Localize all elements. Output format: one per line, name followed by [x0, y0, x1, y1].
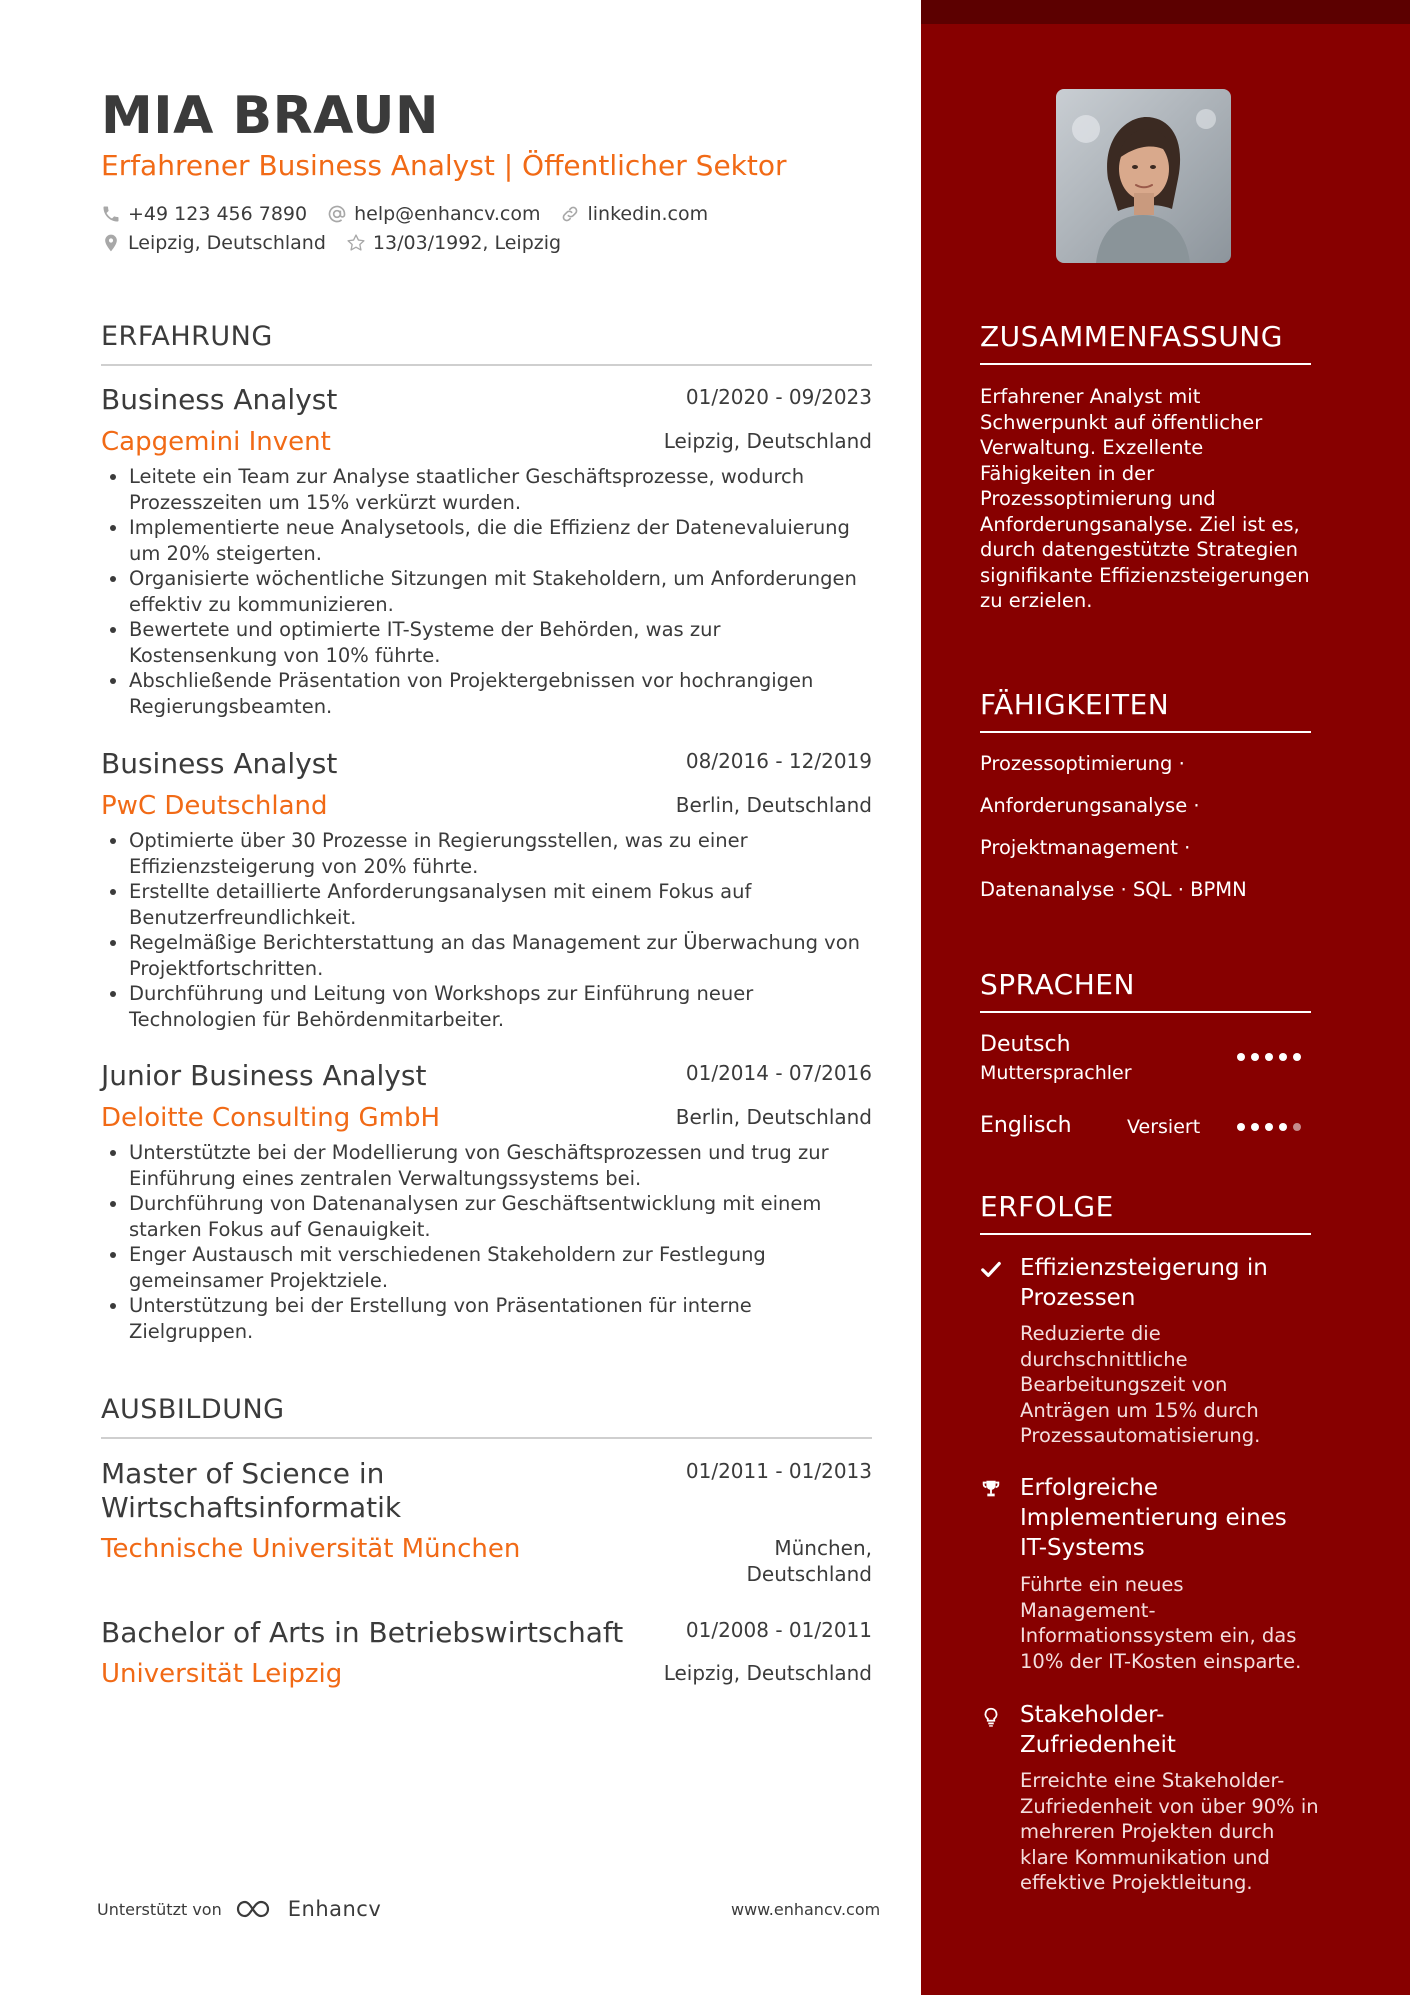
contact-row-2 — [101, 232, 581, 254]
list-item: • Enger Austausch mit verschiedenen Stakeholdern zur Festlegung gemeinsamer Projektziele. — [129, 1242, 872, 1293]
achievement-desc: Reduzierte die durchschnittliche Bearbeitungszeit von Anträgen um 15% durch Prozessautomatisierung. — [1020, 1322, 1261, 1447]
star-icon — [346, 233, 366, 253]
language-level: Muttersprachler — [980, 1062, 1132, 1084]
location-text: Leipzig, Deutschland — [128, 232, 326, 254]
skill-line: Projektmanagement · — [980, 836, 1191, 859]
achievement-title: Erfolgreiche Implementierung eines IT-Systems — [1020, 1475, 1287, 1561]
phone-icon — [101, 204, 121, 224]
rating-dot-filled — [1279, 1123, 1287, 1131]
job-bullets — [101, 828, 872, 1032]
contact-birth — [346, 232, 561, 254]
job-dates: 01/2014 - 07/2016 — [685, 1061, 872, 1085]
job-dates: 01/2020 - 09/2023 — [685, 385, 872, 409]
list-item: • Erstellte detaillierte Anforderungsanalysen mit einem Fokus auf Benutzerfreundlichkeit. — [129, 879, 872, 930]
achievement-desc: Führte ein neues Management-Informationssystem ein, das 10% der IT-Kosten einsparte. — [1020, 1573, 1302, 1673]
rating-dot-filled — [1279, 1053, 1287, 1061]
achievements-section-title: ERFOLGE — [980, 1190, 1311, 1235]
job-dates: 08/2016 - 12/2019 — [685, 749, 872, 773]
skill-line: Prozessoptimierung · — [980, 752, 1185, 775]
list-item: • Unterstützung bei der Erstellung von Präsentationen für interne Zielgruppen. — [129, 1293, 872, 1344]
job-bullets — [101, 1140, 872, 1344]
language-name: Englisch — [980, 1113, 1072, 1138]
degree-line-2: Wirtschaftsinformatik — [101, 1491, 402, 1524]
list-item: • Leitete ein Team zur Analyse staatlicher Geschäftsprozesse, wodurch Prozesszeiten um 15% verkürzt wurden. — [129, 464, 872, 515]
education-dates: 01/2011 - 01/2013 — [685, 1459, 872, 1483]
candidate-headline: Erfahrener Business Analyst | Öffentlicher Sektor — [101, 149, 787, 182]
footer-url[interactable]: www.enhancv.com — [731, 1900, 881, 1919]
rating-dot-filled — [1265, 1123, 1273, 1131]
location-line-2: Deutschland — [746, 1562, 872, 1586]
sidebar — [921, 0, 1410, 1995]
list-item: • Unterstützte bei der Modellierung von Geschäftsprozessen und trug zur Einführung eines zentralen Verwaltungssystems bei. — [129, 1140, 872, 1191]
list-item: • Abschließende Präsentation von Projektergebnissen vor hochrangigen Regierungsbeamten. — [129, 668, 872, 719]
achievement-desc: Erreichte eine Stakeholder-Zufriedenheit von über 90% in mehreren Projekten durch klare Kommunikation und effektive Projektleitung. — [1020, 1769, 1319, 1894]
check-icon — [980, 1258, 1002, 1280]
lightbulb-icon — [980, 1706, 1002, 1728]
rating-dot-filled — [1237, 1053, 1245, 1061]
language-level: Versiert — [1127, 1116, 1201, 1138]
link-icon — [560, 204, 580, 224]
summary-section-title: ZUSAMMENFASSUNG — [980, 320, 1311, 365]
phone-text: +49 123 456 7890 — [128, 203, 308, 225]
language-rating-deutsch — [1237, 1053, 1307, 1061]
contact-phone — [101, 203, 307, 225]
education-section-title: AUSBILDUNG — [101, 1393, 872, 1439]
enhancv-logo-icon — [234, 1897, 280, 1921]
email-text[interactable]: help@enhancv.com — [354, 203, 541, 225]
rating-dot-filled — [1237, 1123, 1245, 1131]
languages-section-title: SPRACHEN — [980, 968, 1311, 1013]
company-name: Capgemini Invent — [101, 427, 331, 457]
education-dates: 01/2008 - 01/2011 — [685, 1618, 872, 1642]
sidebar-top-bar — [921, 0, 1410, 24]
powered-by-text: Unterstützt von — [97, 1899, 222, 1919]
contact-location — [101, 232, 326, 254]
job-location: Leipzig, Deutschland — [663, 429, 872, 453]
list-item: • Organisierte wöchentliche Sitzungen mit Stakeholdern, um Anforderungen effektiv zu kommunizieren. — [129, 566, 872, 617]
trophy-icon — [980, 1478, 1002, 1500]
summary-text: Erfahrener Analyst mit Schwerpunkt auf öffentlicher Verwaltung. Exzellente Fähigkeiten in der Prozessoptimierung und Anforderungsanalyse. Ziel ist es, durch datengestützte Strategien signifikante Effizienzsteigerungen zu erzielen. — [980, 385, 1310, 612]
achievement-title: Stakeholder-Zufriedenheit — [1020, 1702, 1176, 1758]
list-item: • Durchführung und Leitung von Workshops zur Einführung neuer Technologien für Behördenmitarbeiter. — [129, 981, 872, 1032]
list-item: • Optimierte über 30 Prozesse in Regierungsstellen, was zu einer Effizienzsteigerung von 20% führte. — [129, 828, 872, 879]
at-icon — [327, 204, 347, 224]
education-location: Leipzig, Deutschland — [663, 1661, 872, 1685]
list-item: • Implementierte neue Analysetools, die die Effizienz der Datenevaluierung um 20% steigerten. — [129, 515, 872, 566]
company-name: PwC Deutschland — [101, 791, 328, 821]
experience-section-title: ERFAHRUNG — [101, 320, 872, 366]
rating-dot-empty — [1293, 1123, 1301, 1131]
degree-line-1: Master of Science in — [101, 1457, 385, 1490]
location-line-1: München, — [774, 1536, 872, 1560]
degree-title: Bachelor of Arts in Betriebswirtschaft — [101, 1616, 624, 1649]
skill-line: Anforderungsanalyse · — [980, 794, 1200, 817]
school-name: Technische Universität München — [101, 1534, 521, 1564]
list-item: • Bewertete und optimierte IT-Systeme der Behörden, was zur Kostensenkung von 10% führte. — [129, 617, 872, 668]
education-location — [747, 1535, 873, 1587]
rating-dot-filled — [1251, 1123, 1259, 1131]
degree-title — [101, 1457, 401, 1525]
profile-photo — [1056, 89, 1231, 263]
job-location: Berlin, Deutschland — [675, 793, 872, 817]
job-title: Business Analyst — [101, 383, 338, 416]
skills-section-title: FÄHIGKEITEN — [980, 688, 1311, 733]
contact-link[interactable] — [560, 203, 708, 225]
job-title: Business Analyst — [101, 747, 338, 780]
location-pin-icon — [101, 233, 121, 253]
job-title: Junior Business Analyst — [101, 1059, 427, 1092]
school-name: Universität Leipzig — [101, 1659, 343, 1689]
contact-email[interactable] — [327, 203, 540, 225]
rating-dot-filled — [1251, 1053, 1259, 1061]
footer-powered-by — [97, 1897, 381, 1921]
list-item: • Regelmäßige Berichterstattung an das Management zur Überwachung von Projektfortschritten. — [129, 930, 872, 981]
skill-line: Datenanalyse · SQL · BPMN — [980, 878, 1247, 901]
company-name: Deloitte Consulting GmbH — [101, 1103, 441, 1133]
contact-row-1 — [101, 203, 728, 225]
job-location: Berlin, Deutschland — [675, 1105, 872, 1129]
job-bullets — [101, 464, 872, 719]
list-item: • Durchführung von Datenanalysen zur Geschäftsentwicklung mit einem starken Fokus auf Genauigkeit. — [129, 1191, 872, 1242]
language-rating-englisch — [1237, 1123, 1307, 1131]
rating-dot-filled — [1293, 1053, 1301, 1061]
rating-dot-filled — [1265, 1053, 1273, 1061]
brand-name: Enhancv — [287, 1897, 382, 1921]
website-text[interactable]: linkedin.com — [587, 203, 709, 225]
language-name: Deutsch — [980, 1032, 1071, 1057]
candidate-name: MIA BRAUN — [101, 86, 440, 146]
birth-text: 13/03/1992, Leipzig — [372, 232, 562, 254]
achievement-title: Effizienzsteigerung in Prozessen — [1020, 1255, 1268, 1311]
